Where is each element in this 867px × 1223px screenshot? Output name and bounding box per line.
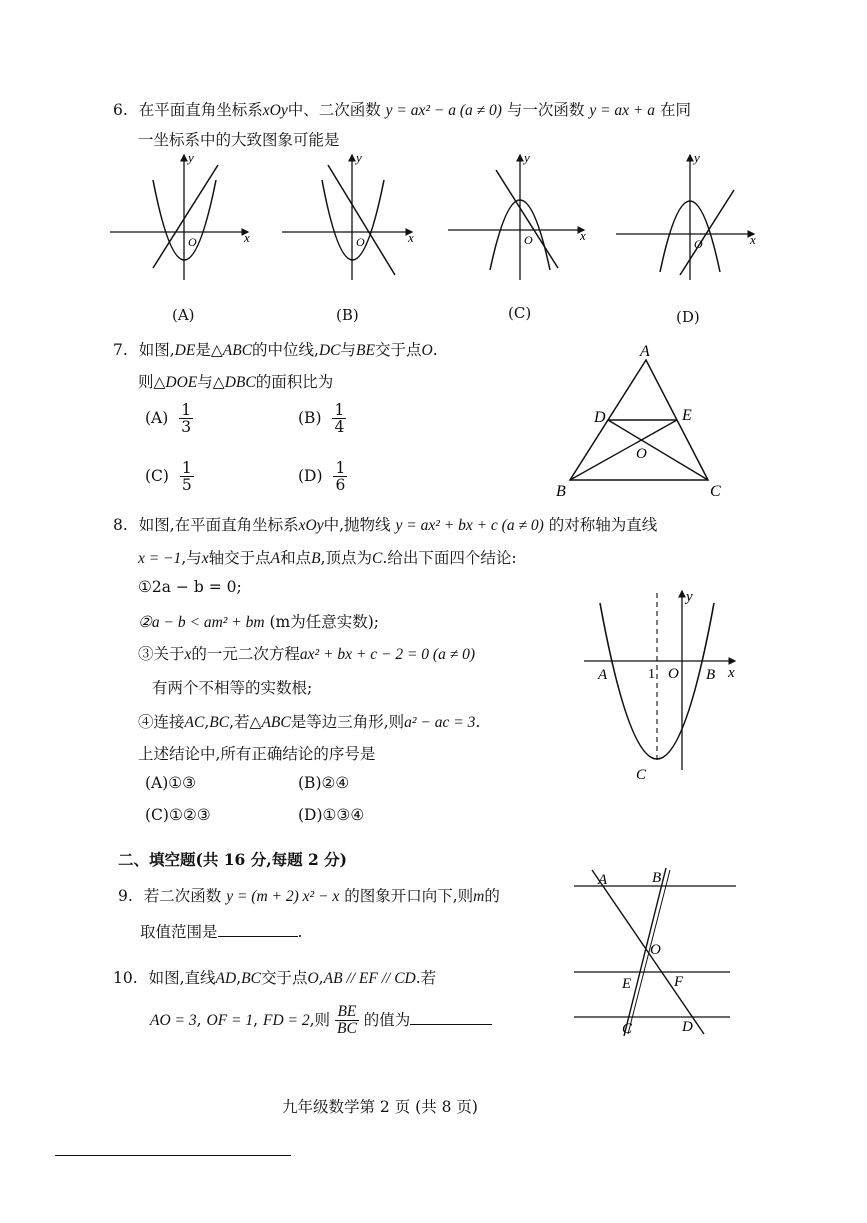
q10-sep-3: , [253,1010,259,1029]
q9-answer-blank[interactable] [218,922,298,937]
q6-graph-d-x: x [750,232,756,247]
q8-conclusion-4 [138,710,480,732]
q7-text-h: 与△ [197,373,225,391]
q10-point-o: O [650,942,661,958]
q6-graph-d [614,150,764,285]
q8-c4-sep: , [204,713,210,731]
q7-o: O [421,342,433,359]
q10-text-f: 的值为 [363,1010,411,1029]
q8-fig-one: 1 [648,667,655,682]
q8-number: 8. [113,516,128,534]
q6-graph-a [108,150,258,285]
q9-line2 [140,920,302,942]
q7-point-a: A [640,343,650,360]
q10-bc: BC [241,970,261,987]
q7-option-c-num: 1 [181,459,192,477]
q8-c4-text-a: ④连接 [138,713,185,731]
q8-fig-o: O [668,666,679,682]
q8-axis-eq: x = −1 [138,550,182,567]
q8-c4-end: . [475,713,481,731]
q9-text-a: 若二次函数 [143,887,222,905]
q10-of: OF = 1 [206,1011,254,1029]
q7-point-c: C [710,483,721,500]
q8-conclusion-3 [138,642,475,664]
q7-option-a-den: 3 [181,418,192,437]
q8-text-c: 的对称轴为直线 [548,516,658,534]
q9-text-c: 的 [484,887,500,905]
q10-point-a: A [598,872,608,888]
q8-c4-text-b: ,若△ [229,713,262,731]
q9-text-d: 取值范围是 [140,923,218,941]
q8-question: 上述结论中,所有正确结论的序号是 [138,745,376,763]
q10-number: 10. [113,969,138,987]
q8-c2-text: (m为任意实数); [269,613,380,631]
q7-text-d: 与 [340,341,357,359]
q10-frac-den: BC [337,1020,357,1038]
q6-graph-a-y: y [188,150,194,165]
q10-text-e: ,则 [309,1010,331,1029]
q8-c3-x: x [184,646,192,663]
q7-point-o: O [636,446,647,462]
q8-text-f: 和点 [280,549,312,567]
q8-text-a: 如图,在平面直角坐标系 [138,516,299,534]
q10-text-d: .若 [415,969,437,987]
q7-text-i: 的面积比为 [255,373,334,391]
section-2-title: 二、填空题(共 16 分,每题 2 分) [118,850,348,869]
q7-option-a-label: (A) [145,408,169,427]
q10-ad: AD [215,970,237,987]
q10-frac-num: BE [335,1004,359,1021]
q7-dbc: DBC [224,374,256,391]
q7-option-d[interactable] [298,460,347,494]
q7-dc: DC [318,342,341,359]
q6-graph-a-origin: O [188,235,197,249]
q8-conclusion-1: ①2a − b = 0; [138,578,242,596]
q8-c4-abc: ABC [261,714,291,731]
q9-text-end: . [297,923,303,941]
q6-graph-a-x: x [244,230,250,245]
q7-option-c[interactable] [145,460,194,494]
q6-label-d: (D) [676,308,700,326]
q10-text-a: 如图,直线 [148,969,216,987]
q6-text-d: 在同 [659,101,691,119]
q8-text-h: .给出下面四个结论: [382,549,517,567]
q7-option-d-den: 6 [335,476,346,495]
q8-option-d[interactable]: (D)①③④ [298,806,365,824]
q10-point-b: B [652,870,662,886]
q10-sep-2: , [196,1010,202,1029]
q6-graph-d-origin: O [694,237,703,251]
q6-text-c: 与一次函数 [506,101,585,119]
q7-doe: DOE [165,374,198,391]
q7-text-f: . [432,341,438,359]
q8-c4-text-c: 是等边三角形,则 [290,713,405,731]
q6-label-c: (C) [508,304,532,322]
q7-option-d-num: 1 [335,459,346,477]
q7-point-d: D [594,409,606,426]
q6-line1 [113,98,691,120]
q6-graph-c [446,150,596,285]
q10-parallel-lines-figure [570,862,740,1042]
q6-text-b: 中、二次函数 [287,101,381,119]
q7-text-g: 则△ [138,373,166,391]
q8-option-c[interactable]: (C)①②③ [145,806,211,824]
q7-line1 [113,338,438,360]
q8-pc: C [372,550,383,567]
q8-func: y = ax² + bx + c (a ≠ 0) [395,517,544,534]
q8-pb: B [311,550,321,567]
q7-text-e: 交于点 [374,341,422,359]
q8-option-a[interactable]: (A)①③ [145,774,197,792]
q7-abc: ABC [222,342,253,359]
q7-option-b-num: 1 [334,401,345,419]
q7-option-c-den: 5 [181,476,192,495]
q10-text-c: , [318,969,324,987]
q10-line1 [113,966,436,988]
q10-point-d: D [682,1019,693,1035]
q10-point-f: F [674,974,684,990]
q7-be: BE [356,342,375,359]
q8-fig-c: C [636,767,647,783]
q9-func: y = (m + 2) x² − x [226,888,340,905]
q8-c4-bc: BC [209,714,230,731]
q7-line2 [138,370,333,392]
q8-c3-text-a: ③关于 [138,645,185,663]
q10-sep: , [236,969,242,987]
q10-point-e: E [622,976,632,992]
q8-conclusion-3-cont: 有两个不相等的实数根; [152,679,313,697]
q8-line1 [113,513,657,535]
q7-option-b-label: (B) [298,408,322,427]
q7-option-b-den: 4 [334,418,345,437]
q6-graph-b-y: y [356,150,362,165]
q8-text-b: 中,抛物线 [323,516,391,534]
q6-label-b: (B) [336,306,359,324]
q7-point-e: E [682,407,692,424]
q8-text-d: ,与 [181,549,202,567]
q10-fd: FD = 2 [263,1011,310,1029]
q7-option-a-num: 1 [181,401,192,419]
q6-graph-b-origin: O [356,235,365,249]
q6-label-a: (A) [172,306,195,324]
q9-number: 9. [118,887,133,905]
q8-conclusion-2 [138,610,379,632]
q8-c3-eq: ax² + bx + c − 2 = 0 (a ≠ 0) [299,646,476,663]
q7-triangle-figure [550,340,740,505]
q6-graph-b-x: x [408,230,414,245]
q6-graph-c-x: x [580,228,586,243]
q8-c3-text-b: 的一元二次方程 [191,645,300,663]
q7-option-d-label: (D) [298,466,323,485]
q10-text-b: 交于点 [260,969,308,987]
q10-o: O [307,970,319,987]
q9-line1 [118,884,500,906]
q7-number: 7. [113,341,128,359]
q9-m: m [473,888,485,905]
q8-fig-a: A [598,667,608,683]
q8-c4-ac: AC [184,714,205,731]
q6-number: 6. [113,101,128,119]
q10-point-c: C [622,1021,633,1037]
q8-c4-eq: a² − ac = 3 [404,714,476,731]
q9-text-b: 的图象开口向下,则 [344,887,474,905]
q8-pa: A [270,550,281,567]
q6-coord: xOy [262,102,288,119]
page-footer: 九年级数学第 2 页 (共 8 页) [282,1098,478,1116]
q8-coord: xOy [298,517,324,534]
q6-graph-d-y: y [694,150,700,165]
q7-de: DE [174,342,196,359]
q7-text-b: 是△ [195,341,223,359]
q10-parallel: AB // EF // CD [323,970,416,987]
q7-option-b[interactable] [298,402,346,436]
q8-fig-y: y [686,589,693,605]
q8-option-b[interactable]: (B)②④ [298,774,350,792]
q6-func1: y = ax² − a (a ≠ 0) [385,102,502,119]
q7-point-b: B [556,483,566,500]
q6-graph-c-y: y [524,150,530,165]
q6-graph-c-origin: O [524,233,533,247]
q6-text-a: 在平面直角坐标系 [138,101,263,119]
q8-text-e: 轴交于点 [208,549,271,567]
q6-line2: 一坐标系中的大致图象可能是 [138,131,340,149]
q6-func2: y = ax + a [589,102,656,119]
footnote-divider [55,1155,291,1156]
q7-text-a: 如图, [138,341,175,359]
q7-option-c-label: (C) [145,466,169,485]
q8-x: x [201,550,209,567]
q10-answer-blank[interactable] [410,1010,492,1025]
q10-ao: AO = 3 [150,1011,197,1029]
q8-fig-x: x [728,665,735,681]
q6-graph-b [280,150,430,285]
q8-text-g: ,顶点为 [320,549,373,567]
q10-line2 [150,1004,492,1038]
q7-option-a[interactable] [145,402,193,436]
q8-line2 [138,546,517,568]
q8-parabola-figure [580,585,745,785]
q8-c2-eq: ②a − b < am² + bm [138,614,265,631]
q8-fig-b: B [706,667,716,683]
q7-text-c: 的中位线, [252,341,319,359]
